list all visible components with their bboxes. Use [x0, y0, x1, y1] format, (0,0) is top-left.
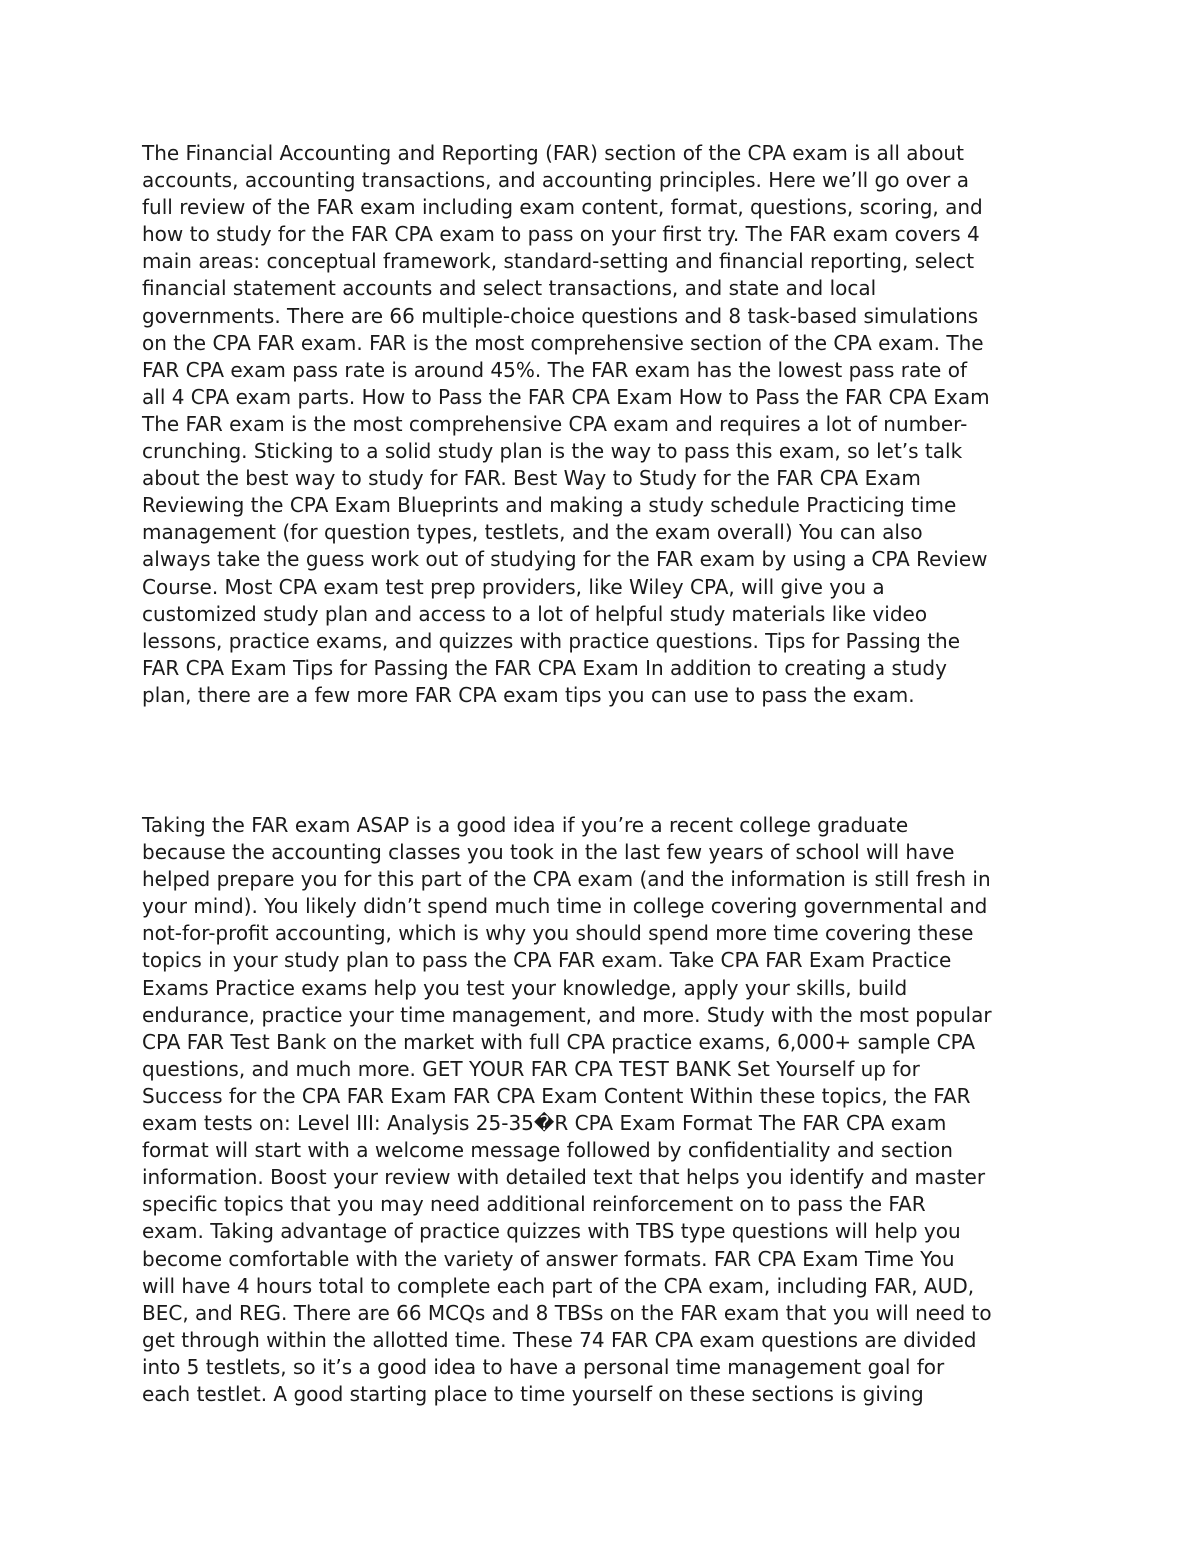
text-line: Exams Practice exams help you test your knowledge, apply your skills, build	[142, 975, 908, 1000]
text-line: Course. Most CPA exam test prep providers, like Wiley CPA, will give you a	[142, 574, 885, 599]
text-line: Taking the FAR exam ASAP is a good idea if you’re a recent college graduate	[142, 813, 909, 837]
text-line: CPA FAR Test Bank on the market with full CPA practice exams, 6,000+ sample CPA	[142, 1029, 976, 1054]
text-line: crunching. Sticking to a solid study plan is the way to pass this exam, so let’s talk	[142, 439, 963, 464]
text-line: information. Boost your review with detailed text that helps you identify and master	[142, 1165, 986, 1190]
text-line: endurance, practice your time management, and more. Study with the most popular	[142, 1002, 992, 1027]
text-line: format will start with a welcome message followed by confidentiality and section	[142, 1138, 953, 1163]
text-line: all 4 CPA exam parts. How to Pass the FAR CPA Exam How to Pass the FAR CPA Exam	[142, 384, 990, 409]
text-line: plan, there are a few more FAR CPA exam tips you can use to pass the exam.	[142, 682, 915, 707]
text-line: exam tests on: Level III: Analysis 25-35�R CPA Exam Format The FAR CPA exam	[142, 1111, 947, 1136]
text-line: about the best way to study for FAR. Best Way to Study for the FAR CPA Exam	[142, 466, 921, 491]
text-line: The FAR exam is the most comprehensive CPA exam and requires a lot of number-	[142, 411, 968, 436]
text-line: questions, and much more. GET YOUR FAR CPA TEST BANK Set Yourself up for	[142, 1056, 920, 1081]
paragraph-far-exam-tips	[142, 812, 1072, 1408]
text-line: get through within the allotted time. These 74 FAR CPA exam questions are divided	[142, 1327, 977, 1352]
paragraph-far-overview	[142, 140, 1072, 709]
text-line: lessons, practice exams, and quizzes with practice questions. Tips for Passing the	[142, 628, 961, 653]
text-line: Reviewing the CPA Exam Blueprints and making a study schedule Practicing time	[142, 493, 957, 518]
text-line: The Financial Accounting and Reporting (FAR) section of the CPA exam is all about	[142, 141, 964, 165]
text-line: customized study plan and access to a lot of helpful study materials like video	[142, 601, 928, 626]
text-line: will have 4 hours total to complete each part of the CPA exam, including FAR, AUD,	[142, 1273, 975, 1298]
text-line: governments. There are 66 multiple-choice questions and 8 task-based simulations	[142, 303, 979, 328]
text-line: on the CPA FAR exam. FAR is the most comprehensive section of the CPA exam. The	[142, 330, 984, 355]
text-line: each testlet. A good starting place to time yourself on these sections is giving	[142, 1381, 924, 1406]
text-line: not-for-profit accounting, which is why you should spend more time covering these	[142, 921, 974, 946]
text-line: Success for the CPA FAR Exam FAR CPA Exam Content Within these topics, the FAR	[142, 1083, 971, 1108]
text-line: management (for question types, testlets, and the exam overall) You can also	[142, 520, 923, 545]
text-line: FAR CPA Exam Tips for Passing the FAR CPA Exam In addition to creating a study	[142, 655, 947, 680]
text-line: BEC, and REG. There are 66 MCQs and 8 TBSs on the FAR exam that you will need to	[142, 1300, 992, 1325]
text-line: how to study for the FAR CPA exam to pass on your first try. The FAR exam covers 4	[142, 222, 980, 247]
text-line: into 5 testlets, so it’s a good idea to have a personal time management goal for	[142, 1354, 945, 1379]
text-line: always take the guess work out of studying for the FAR exam by using a CPA Review	[142, 547, 988, 572]
text-line: because the accounting classes you took in the last few years of school will have	[142, 840, 955, 865]
text-line: topics in your study plan to pass the CPA FAR exam. Take CPA FAR Exam Practice	[142, 948, 952, 973]
text-line: full review of the FAR exam including exam content, format, questions, scoring, and	[142, 195, 983, 220]
text-line: financial statement accounts and select transactions, and state and local	[142, 276, 877, 301]
text-line: specific topics that you may need additional reinforcement on to pass the FAR	[142, 1192, 926, 1217]
text-line: main areas: conceptual framework, standard-setting and financial reporting, select	[142, 249, 975, 274]
text-line: your mind). You likely didn’t spend much time in college covering governmental and	[142, 894, 988, 919]
text-line: helped prepare you for this part of the CPA exam (and the information is still fresh in	[142, 867, 991, 892]
text-line: become comfortable with the variety of answer formats. FAR CPA Exam Time You	[142, 1246, 955, 1271]
text-line: exam. Taking advantage of practice quizzes with TBS type questions will help you	[142, 1219, 961, 1244]
text-line: FAR CPA exam pass rate is around 45%. The FAR exam has the lowest pass rate of	[142, 357, 967, 382]
text-line: accounts, accounting transactions, and accounting principles. Here we’ll go over a	[142, 168, 970, 193]
